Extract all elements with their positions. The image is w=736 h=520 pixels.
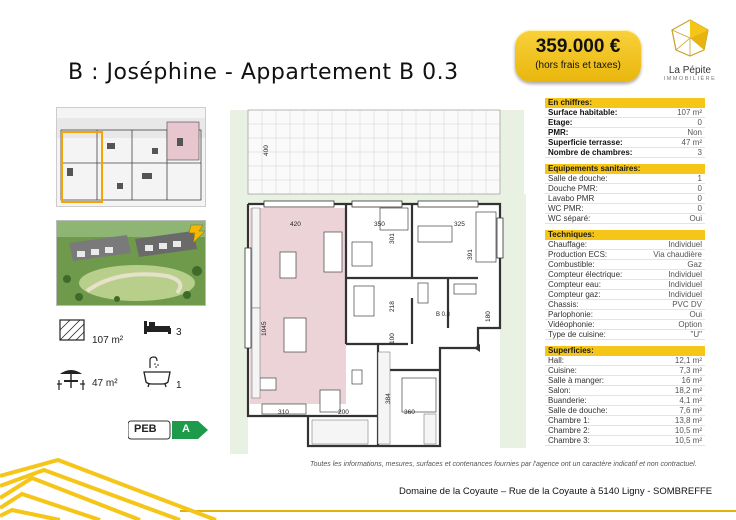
specs-value: Individuel [668, 290, 702, 299]
specs-key: Hall: [548, 356, 565, 365]
specs-row [545, 138, 705, 148]
specs-key: Vidéophonie: [548, 320, 595, 329]
page-title: B : Joséphine - Appartement B 0.3 [68, 60, 459, 85]
specs-key: WC séparé: [548, 214, 591, 223]
specs-row [545, 330, 705, 340]
specs-value: Option [678, 320, 702, 329]
specs-value: Individuel [668, 270, 702, 279]
svg-text:325: 325 [454, 221, 465, 228]
specs-value: 16 m² [681, 376, 702, 385]
gem-logo-icon [668, 18, 712, 58]
surface-icon [58, 318, 86, 342]
bedrooms-value: 3 [176, 327, 182, 338]
specs-value: 12,1 m² [674, 356, 702, 365]
specs-key: Salle à manger: [548, 376, 605, 385]
specs-row [545, 280, 705, 290]
specs-value: 107 m² [677, 108, 702, 117]
specs-section [545, 98, 705, 158]
specs-row [545, 174, 705, 184]
specs-key: Surface habitable: [548, 108, 618, 117]
specs-section-title: Superficies: [545, 346, 705, 356]
specs-row [545, 270, 705, 280]
specs-key: Chambre 1: [548, 416, 590, 425]
price-badge [515, 30, 641, 82]
specs-key: Salon: [548, 386, 571, 395]
specs-row [545, 148, 705, 158]
specs-value: PVC DV [672, 300, 702, 309]
specs-row [545, 386, 705, 396]
surface-value: 107 m² [92, 335, 124, 346]
floor-plan [228, 108, 528, 458]
specs-row [545, 356, 705, 366]
specs-value: 1 [697, 174, 702, 183]
specs-key: Chassis: [548, 300, 579, 309]
specs-value: Non [687, 128, 702, 137]
specs-value: Gaz [687, 260, 702, 269]
specs-row [545, 320, 705, 330]
svg-text:310: 310 [278, 409, 289, 416]
specs-value: 0 [697, 184, 702, 193]
aerial-view-image [56, 220, 206, 306]
specs-value: Oui [689, 214, 702, 223]
bathtub-icon [142, 356, 172, 388]
specs-key: Compteur électrique: [548, 270, 623, 279]
specs-row [545, 310, 705, 320]
specs-key: Compteur gaz: [548, 290, 601, 299]
bathrooms-value: 1 [176, 380, 182, 391]
specs-row [545, 300, 705, 310]
svg-text:420: 420 [290, 221, 301, 228]
specs-key: Douche PMR: [548, 184, 598, 193]
specs-key: Combustible: [548, 260, 595, 269]
specs-key: Salle de douche: [548, 174, 608, 183]
specs-row [545, 118, 705, 128]
specs-section-title: Equipements sanitaires: [545, 164, 705, 174]
footer-rule [180, 510, 736, 512]
specs-value: 18,2 m² [674, 386, 702, 395]
price: 359.000 € [535, 36, 621, 57]
bed-icon [142, 318, 172, 336]
specs-row [545, 376, 705, 386]
specs-value: Via chaudière [653, 250, 702, 259]
specs-section [545, 346, 705, 446]
terrace-value: 47 m² [92, 378, 118, 389]
specs-value: 0 [697, 118, 702, 127]
specs-row [545, 366, 705, 376]
specs-key: Buanderie: [548, 396, 587, 405]
svg-text:1045: 1045 [261, 321, 268, 336]
specs-row [545, 426, 705, 436]
brand-logo [662, 18, 718, 82]
specs-key: Compteur eau: [548, 280, 601, 289]
specs-row [545, 184, 705, 194]
terrace-table-icon [56, 366, 86, 392]
svg-text:301: 301 [389, 233, 396, 244]
specs-key: Cuisine: [548, 366, 577, 375]
specs-row [545, 250, 705, 260]
specs-key: Chambre 3: [548, 436, 590, 445]
specs-row [545, 240, 705, 250]
svg-text:180: 180 [485, 311, 492, 322]
specs-key: Superficie terrasse: [548, 138, 623, 147]
specs-row [545, 108, 705, 118]
svg-text:200: 200 [338, 409, 349, 416]
specs-row [545, 260, 705, 270]
specs-value: Individuel [668, 280, 702, 289]
specs-value: 47 m² [681, 138, 702, 147]
svg-text:B 0.3: B 0.3 [436, 312, 451, 318]
building-plan-thumbnail [56, 107, 206, 207]
specs-value: 0 [697, 194, 702, 203]
brand-sub: IMMOBILIÈRE [663, 76, 717, 82]
specs-value: 3 [697, 148, 702, 157]
specs-section [545, 164, 705, 224]
specs-value: Individuel [668, 240, 702, 249]
specs-row [545, 128, 705, 138]
brand-name: La Pépite [668, 65, 712, 76]
svg-text:384: 384 [385, 393, 392, 404]
specs-table [545, 98, 705, 452]
specs-key: Parlophonie: [548, 310, 593, 319]
price-note: (hors frais et taxes) [535, 60, 621, 71]
svg-text:360: 360 [404, 409, 415, 416]
specs-section-title: Techniques: [545, 230, 705, 240]
specs-key: Type de cuisine: [548, 330, 606, 339]
specs-key: PMR: [548, 128, 569, 137]
disclaimer: Toutes les informations, mesures, surfaces et contenances fournies par l'agence ont un caractère indicatif et non contractuel. [310, 461, 697, 468]
specs-row [545, 204, 705, 214]
specs-row [545, 406, 705, 416]
specs-section [545, 230, 705, 340]
svg-text:218: 218 [389, 301, 396, 312]
specs-row [545, 396, 705, 406]
specs-row [545, 436, 705, 446]
svg-text:100: 100 [389, 333, 396, 344]
specs-value: Oui [689, 310, 702, 319]
specs-row [545, 416, 705, 426]
specs-key: Lavabo PMR [548, 194, 595, 203]
peb-grade: A [182, 423, 190, 435]
address: Domaine de la Coyaute – Rue de la Coyaute à 5140 Ligny - SOMBREFFE [399, 486, 713, 497]
dim-400: 400 [263, 145, 270, 156]
specs-row [545, 214, 705, 224]
specs-key: Etage: [548, 118, 573, 127]
specs-key: Nombre de chambres: [548, 148, 633, 157]
specs-section-title: En chiffres: [545, 98, 705, 108]
specs-value: 4,1 m² [679, 396, 702, 405]
specs-value: 7,6 m² [679, 406, 702, 415]
specs-value: 10,5 m² [674, 426, 702, 435]
svg-text:391: 391 [467, 249, 474, 260]
specs-key: Production ECS: [548, 250, 608, 259]
specs-value: 7,3 m² [679, 366, 702, 375]
specs-row [545, 290, 705, 300]
svg-text:350: 350 [374, 221, 385, 228]
specs-key: Chambre 2: [548, 426, 590, 435]
specs-value: 10,5 m² [674, 436, 702, 445]
specs-value: "U" [690, 330, 702, 339]
specs-row [545, 194, 705, 204]
specs-key: Salle de douche: [548, 406, 608, 415]
specs-value: 13,8 m² [674, 416, 702, 425]
specs-value: 0 [697, 204, 702, 213]
peb-label: PEB [134, 423, 157, 435]
decorative-stripes [0, 420, 220, 520]
specs-key: Chauffage: [548, 240, 587, 249]
specs-key: WC PMR: [548, 204, 584, 213]
